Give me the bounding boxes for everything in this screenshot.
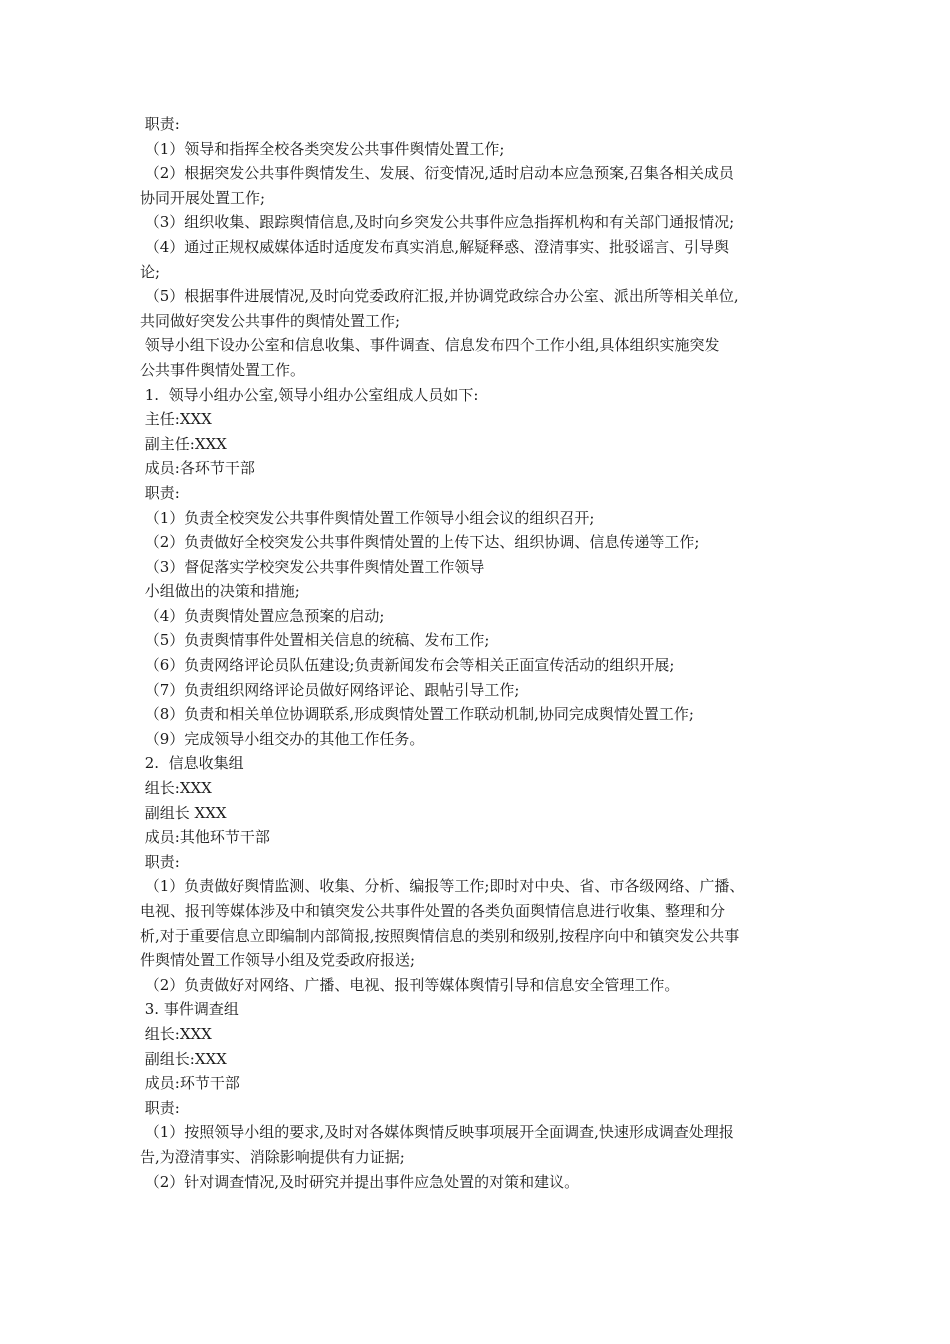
text-line: 论;: [140, 262, 161, 281]
text-line: 职责:: [140, 852, 180, 871]
text-line: 副组长 XXX: [140, 803, 227, 822]
text-line: （5）负责舆情事件处置相关信息的统稿、发布工作;: [140, 631, 490, 650]
text-line: 领导小组下设办公室和信息收集、事件调查、信息发布四个工作小组,具体组织实施突发: [140, 336, 720, 355]
text-line: （2）负责做好对网络、广播、电视、报刊等媒体舆情引导和信息安全管理工作。: [140, 975, 680, 994]
text-line: 析,对于重要信息立即编制内部简报,按照舆情信息的类别和级别,按程序向中和镇突发公共事: [140, 926, 740, 945]
text-line: 副组长:XXX: [140, 1049, 227, 1068]
text-line: （8）负责和相关单位协调联系,形成舆情处置工作联动机制,协同完成舆情处置工作;: [140, 705, 694, 724]
text-line: （4）通过正规权威媒体适时适度发布真实消息,解疑释惑、澄清事实、批驳谣言、引导舆: [140, 237, 730, 256]
text-line: 成员:各环节干部: [140, 459, 255, 478]
text-line: （4）负责舆情处置应急预案的启动;: [140, 606, 385, 625]
text-line: （2）针对调查情况,及时研究并提出事件应急处置的对策和建议。: [140, 1172, 580, 1191]
text-line: （6）负责网络评论员队伍建设;负责新闻发布会等相关正面宣传活动的组织开展;: [140, 656, 675, 675]
text-line: （7）负责组织网络评论员做好网络评论、跟帖引导工作;: [140, 680, 520, 699]
text-line: （1）负责做好舆情监测、收集、分析、编报等工作;即时对中央、省、市各级网络、广播、: [140, 877, 745, 896]
text-line: 职责:: [140, 1098, 180, 1117]
text-line: 小组做出的决策和措施;: [140, 582, 300, 601]
text-line: （1）按照领导小组的要求,及时对各媒体舆情反映事项展开全面调查,快速形成调查处理报: [140, 1123, 734, 1142]
text-line: 电视、报刊等媒体涉及中和镇突发公共事件处置的各类负面舆情信息进行收集、整理和分: [140, 902, 726, 920]
text-line: （2）根据突发公共事件舆情发生、发展、衍变情况,适时启动本应急预案,召集各相关成员: [140, 164, 734, 183]
text-line: 组长:XXX: [140, 779, 212, 798]
text-line: （1）负责全校突发公共事件舆情处置工作领导小组会议的组织召开;: [140, 508, 595, 527]
text-line: 成员:其他环节干部: [140, 828, 270, 847]
text-line: （3）组织收集、跟踪舆情信息,及时向乡突发公共事件应急指挥机构和有关部门通报情况;: [140, 213, 735, 232]
text-line: 主任:XXX: [140, 410, 212, 429]
text-line: 职责:: [140, 483, 180, 502]
text-line: 3. 事件调查组: [140, 1000, 239, 1019]
text-line: 告,为澄清事实、消除影响提供有力证据;: [140, 1147, 405, 1166]
text-line: 组长:XXX: [140, 1024, 212, 1043]
text-line: 件舆情处置工作领导小组及党委政府报送;: [140, 951, 416, 970]
document-body: [140, 112, 825, 1194]
text-line: 成员:环节干部: [140, 1074, 240, 1093]
text-line: （3）督促落实学校突发公共事件舆情处置工作领导: [140, 557, 485, 576]
text-line: （5）根据事件进展情况,及时向党委政府汇报,并协调党政综合办公室、派出所等相关单位,: [140, 287, 739, 306]
text-line: 协同开展处置工作;: [140, 188, 266, 207]
text-line: （2）负责做好全校突发公共事件舆情处置的上传下达、组织协调、信息传递等工作;: [140, 533, 700, 552]
text-line: 公共事件舆情处置工作。: [140, 360, 306, 379]
text-line: （9）完成领导小组交办的其他工作任务。: [140, 729, 425, 748]
text-line: （1）领导和指挥全校各类突发公共事件舆情处置工作;: [140, 139, 505, 158]
text-line: 2. 信息收集组: [140, 754, 244, 773]
text-line: 副主任:XXX: [140, 434, 227, 453]
text-line: 职责:: [140, 115, 180, 133]
text-line: 共同做好突发公共事件的舆情处置工作;: [140, 311, 401, 330]
text-line: 1. 领导小组办公室,领导小组办公室组成人员如下:: [140, 385, 479, 404]
